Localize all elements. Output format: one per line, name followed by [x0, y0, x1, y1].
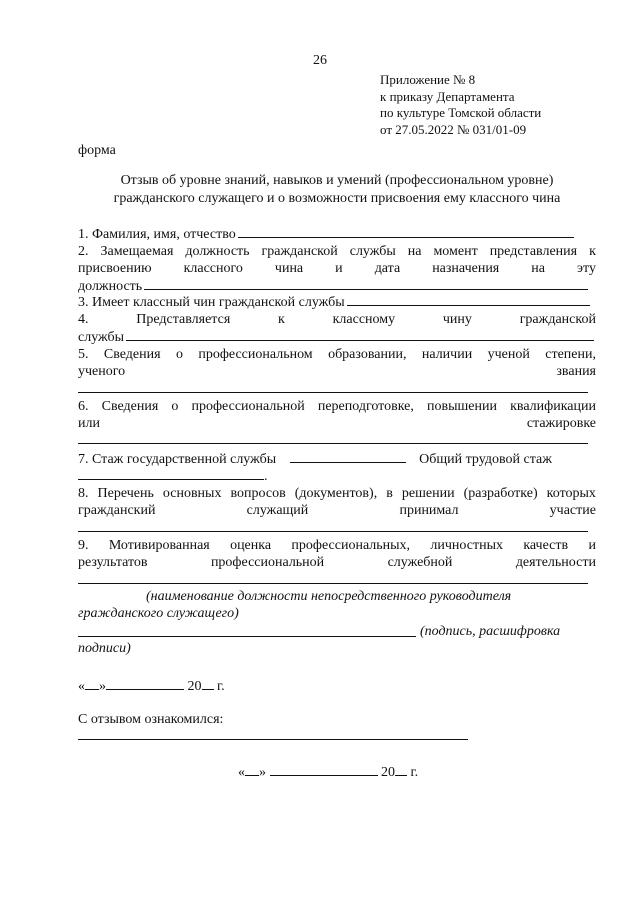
word: решении [401, 486, 455, 501]
item-7-period: . [264, 469, 268, 484]
item-9-line-1 [78, 537, 596, 554]
page-number: 26 [313, 53, 327, 68]
item-7-line-2 [78, 467, 596, 484]
item-4-line-1 [78, 311, 596, 328]
date-1-suffix: г. [217, 679, 225, 694]
word: на [407, 244, 422, 259]
appendix-header [380, 72, 541, 138]
word: профессиональной [191, 399, 305, 414]
appendix-line-3: по культуре Томской области [380, 105, 542, 120]
date-1-month-blank [106, 677, 184, 690]
item-3-blank [347, 293, 590, 306]
word: ученого [78, 364, 126, 379]
word: стажировке [526, 416, 596, 431]
word: переподготовке, [317, 399, 414, 414]
word: присвоению [78, 261, 152, 276]
item-7-service-blank [290, 450, 406, 463]
title-line-2: гражданского служащего и о возможности присвоения ему классного чина [113, 191, 561, 206]
word: к [278, 312, 285, 327]
word: Замещаемая [100, 244, 174, 259]
signature-blank [78, 636, 416, 637]
date-1-year: 20 [187, 679, 202, 694]
date-2-year-blank [395, 763, 407, 776]
item-8-blank-line [78, 531, 588, 532]
item-7-line-1 [78, 450, 596, 467]
item-7-total-label: Общий трудовой стаж [419, 452, 552, 467]
word: квалификации [510, 399, 596, 414]
date-2-open-quote: « [238, 765, 245, 780]
word: и [588, 538, 596, 553]
word: наличии [421, 347, 473, 362]
appendix-line-2: к приказу Департамента [380, 88, 515, 104]
title-line-1: Отзыв об уровне знаний, навыков и умений (профессиональном уровне) [120, 173, 554, 188]
word: деятельности [515, 555, 596, 570]
date-2-month-blank [270, 763, 378, 776]
item-2-line-1 [78, 243, 596, 260]
acquainted-label: С отзывом ознакомился: [78, 712, 224, 727]
word: на [531, 261, 545, 276]
word: представления [489, 244, 578, 259]
word: (документов), [294, 486, 378, 501]
word: звания [556, 364, 596, 379]
date-2-year: 20 [381, 765, 395, 780]
word: гражданский [78, 503, 156, 518]
date-1-close-quote: » [99, 679, 106, 694]
word: профессиональных, [291, 538, 411, 553]
item-3-row [78, 293, 590, 310]
word: чину [442, 312, 472, 327]
word: или [78, 416, 100, 431]
manager-caption-line-2: гражданского служащего) [78, 606, 239, 621]
word: степени, [545, 347, 596, 362]
item-2-line-2 [78, 260, 596, 277]
item-1-label: 1. Фамилия, имя, отчество [78, 227, 236, 242]
date-1-year-blank [202, 677, 214, 690]
date-1-row [78, 677, 378, 694]
date-2-close-quote: » [259, 765, 266, 780]
word: назначения [432, 261, 500, 276]
date-2-row [238, 763, 458, 780]
item-6-line-1 [78, 398, 596, 415]
item-5-blank-line [78, 392, 588, 393]
word: вопросов [230, 486, 286, 501]
word: личностных [430, 538, 503, 553]
item-5-line-1 [78, 346, 596, 363]
date-1-open-quote: « [78, 679, 85, 694]
word: гражданской [261, 244, 338, 259]
word: профессиональном [198, 347, 313, 362]
word: принимал [399, 503, 459, 518]
word: Мотивированная [108, 538, 210, 553]
appendix-line-4: от 27.05.2022 № 031/01-09 [380, 121, 527, 137]
word: (разработке) [463, 486, 538, 501]
word: служащий [246, 503, 309, 518]
item-2-label-end: должность [78, 279, 143, 294]
word: о [175, 347, 183, 362]
item-9-blank-line [78, 583, 588, 584]
word: 6. [78, 399, 89, 414]
word: которых [546, 486, 596, 501]
word: Перечень [97, 486, 154, 501]
word: участие [549, 503, 596, 518]
word: эту [577, 261, 596, 276]
word: образовании, [328, 347, 407, 362]
appendix-line-1: Приложение № 8 [380, 72, 476, 87]
item-5-line-2 [78, 363, 596, 380]
manager-caption-line-1: (наименование должности непосредственного руководителя [146, 589, 512, 604]
word: и [335, 261, 343, 276]
item-2-blank [144, 277, 588, 290]
item-6-blank-line [78, 443, 588, 444]
item-8-line-2 [78, 502, 596, 519]
item-1-blank [238, 225, 574, 238]
word: Сведения [103, 347, 161, 362]
word: качеств [523, 538, 569, 553]
word: 2. [78, 244, 89, 259]
acquainted-signature-blank [78, 739, 468, 740]
date-1-day-blank [85, 677, 99, 690]
word: 4. [78, 312, 89, 327]
word: чина [274, 261, 304, 276]
word: 8. [78, 486, 89, 501]
word: должность [185, 244, 250, 259]
word: к [589, 244, 596, 259]
word: ученой [487, 347, 530, 362]
item-7-total-blank [78, 467, 264, 480]
word: оценка [230, 538, 272, 553]
word: профессиональной [210, 555, 325, 570]
item-4-label-end: службы [78, 330, 125, 345]
word: 5. [78, 347, 89, 362]
word: момент [433, 244, 478, 259]
word: 9. [78, 538, 89, 553]
item-3-label: 3. Имеет классный чин гражданской службы [78, 295, 345, 310]
word: дата [374, 261, 401, 276]
item-6-line-2 [78, 415, 596, 432]
word: классного [183, 261, 243, 276]
word: о [171, 399, 179, 414]
item-1-row [78, 225, 574, 242]
item-2-line-3 [78, 277, 588, 294]
word: классному [332, 312, 396, 327]
date-2-day-blank [245, 763, 259, 776]
item-4-line-2 [78, 328, 594, 345]
word: повышении [427, 399, 497, 414]
word: Представляется [136, 312, 231, 327]
word: Сведения [101, 399, 159, 414]
signature-caption-line-2: подписи) [78, 641, 131, 656]
item-8-line-1 [78, 485, 596, 502]
word: служебной [387, 555, 453, 570]
word: результатов [78, 555, 148, 570]
word: службы [349, 244, 396, 259]
signature-caption-line-1: (подпись, расшифровка [420, 624, 561, 639]
date-2-suffix: г. [410, 765, 419, 780]
item-9-line-2 [78, 554, 596, 571]
item-7-label: 7. Стаж государственной службы [78, 452, 277, 467]
word: гражданской [519, 312, 596, 327]
item-4-blank [126, 328, 594, 341]
word: основных [162, 486, 222, 501]
word: в [386, 486, 393, 501]
form-label: форма [78, 143, 116, 158]
